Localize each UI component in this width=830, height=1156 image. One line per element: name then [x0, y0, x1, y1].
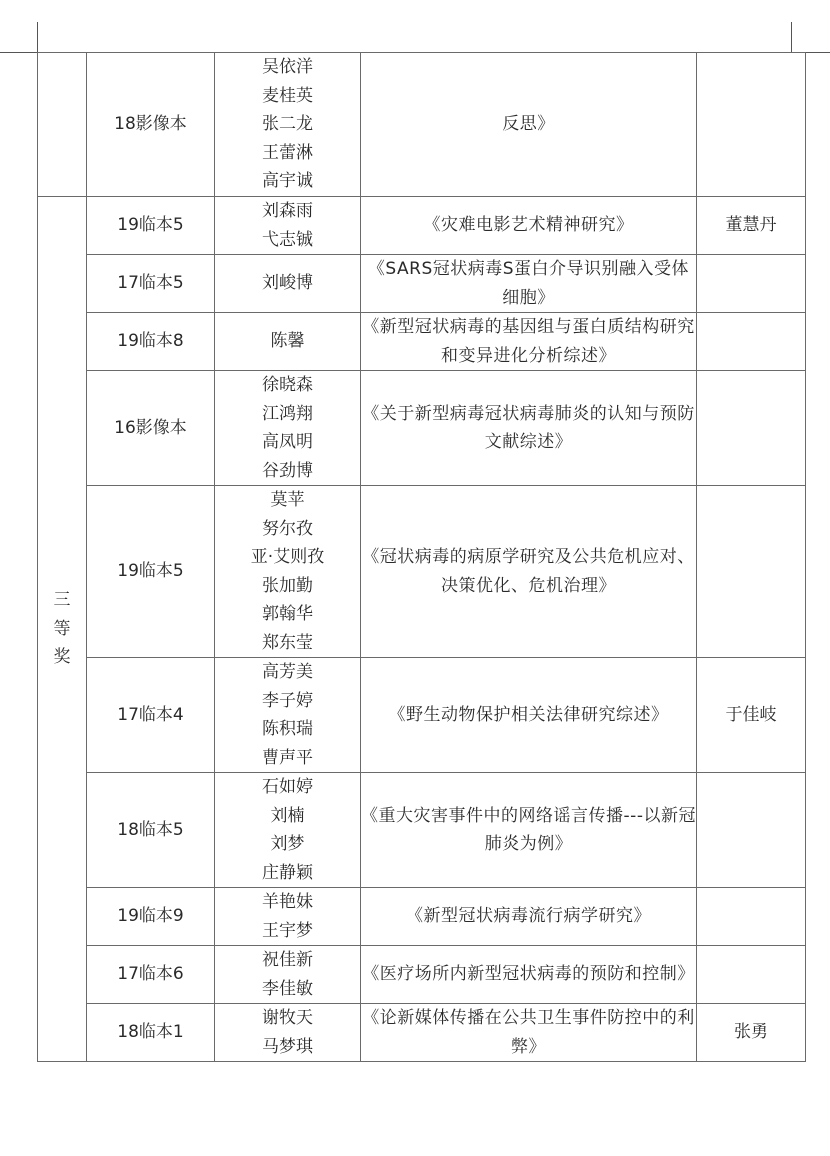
student-name: 陈馨	[270, 331, 305, 352]
student-name: 郭翰华	[262, 604, 313, 624]
tutor-cell	[697, 773, 806, 888]
student-name: 高芳美	[262, 662, 313, 682]
student-name: 刘梦	[270, 834, 305, 854]
tutor-cell	[697, 486, 806, 658]
student-name: 张二龙	[262, 114, 313, 135]
tutor-cell	[697, 255, 806, 313]
margin-mark-right	[791, 22, 792, 52]
names-cell	[215, 313, 361, 371]
student-name: 刘森雨	[262, 201, 313, 221]
student-name: 王宇梦	[262, 920, 313, 941]
student-name: 谢牧天	[262, 1008, 313, 1028]
table-row	[38, 371, 806, 486]
class-cell: 16影像本	[87, 371, 215, 486]
student-name: 马梦琪	[262, 1036, 313, 1057]
student-name: 羊艳妹	[262, 892, 313, 912]
names-cell	[215, 371, 361, 486]
tutor-cell	[697, 313, 806, 371]
paper-title-cell: 《重大灾害事件中的网络谣言传播---以新冠肺炎为例》	[361, 773, 697, 888]
names-cell	[215, 53, 361, 197]
award-grade-char: 等	[53, 618, 71, 639]
paper-title-cell: 《新型冠状病毒的基因组与蛋白质结构研究和变异进化分析综述》	[361, 313, 697, 371]
student-name: 努尔孜	[262, 518, 313, 539]
names-cell	[215, 255, 361, 313]
class-cell: 19临本9	[87, 888, 215, 946]
class-cell: 19临本8	[87, 313, 215, 371]
student-name: 李佳敏	[262, 978, 313, 999]
names-cell	[215, 773, 361, 888]
names-cell	[215, 197, 361, 255]
tutor-cell: 董慧丹	[697, 197, 806, 255]
student-name: 高宇诚	[262, 171, 313, 192]
paper-title-cell: 《野生动物保护相关法律研究综述》	[361, 658, 697, 773]
student-name: 弋志铖	[262, 229, 313, 250]
paper-title-cell: 《灾难电影艺术精神研究》	[361, 197, 697, 255]
tutor-cell	[697, 53, 806, 197]
student-name: 祝佳新	[262, 950, 313, 970]
student-name: 张加勤	[262, 575, 313, 596]
names-cell	[215, 486, 361, 658]
paper-title-cell: 《关于新型病毒冠状病毒肺炎的认知与预防文献综述》	[361, 371, 697, 486]
class-cell: 19临本5	[87, 197, 215, 255]
tutor-cell: 于佳岐	[697, 658, 806, 773]
margin-mark-left	[37, 22, 38, 52]
paper-title-cell: 《医疗场所内新型冠状病毒的预防和控制》	[361, 946, 697, 1004]
table-row	[38, 197, 806, 255]
class-cell: 17临本4	[87, 658, 215, 773]
student-name: 郑东莹	[262, 632, 313, 653]
table-row	[38, 946, 806, 1004]
award-grade-cell	[38, 197, 87, 1062]
class-cell: 17临本6	[87, 946, 215, 1004]
paper-title-cell: 《论新媒体传播在公共卫生事件防控中的利弊》	[361, 1004, 697, 1062]
award-table	[37, 52, 806, 1062]
paper-title-cell: 《新型冠状病毒流行病学研究》	[361, 888, 697, 946]
student-name: 石如婷	[262, 777, 313, 797]
student-name: 徐晓森	[262, 375, 313, 395]
student-name: 庄静颖	[262, 862, 313, 883]
student-name: 吴依洋	[262, 57, 313, 78]
paper-title-cell: 反思》	[361, 53, 697, 197]
grade-cell-blank	[38, 53, 87, 197]
paper-title-cell: 《冠状病毒的病原学研究及公共危机应对、决策优化、危机治理》	[361, 486, 697, 658]
table-row	[38, 773, 806, 888]
table-row	[38, 1004, 806, 1062]
table-row	[38, 486, 806, 658]
student-name: 曹声平	[262, 747, 313, 768]
tutor-cell	[697, 888, 806, 946]
student-name: 江鸿翔	[262, 403, 313, 424]
student-name: 麦桂英	[262, 85, 313, 106]
student-name: 亚·艾则孜	[250, 547, 325, 567]
student-name: 王蕾淋	[262, 142, 313, 163]
student-name: 刘峻博	[262, 273, 313, 294]
award-grade-char: 三	[53, 590, 71, 611]
names-cell	[215, 658, 361, 773]
student-name: 莫苹	[270, 490, 305, 510]
class-cell: 17临本5	[87, 255, 215, 313]
names-cell	[215, 888, 361, 946]
class-cell: 19临本5	[87, 486, 215, 658]
tutor-cell: 张勇	[697, 1004, 806, 1062]
award-grade-char: 奖	[53, 647, 71, 668]
table-row	[38, 255, 806, 313]
student-name: 谷劲博	[262, 460, 313, 481]
tutor-cell	[697, 371, 806, 486]
class-cell: 18临本1	[87, 1004, 215, 1062]
student-name: 陈积瑞	[262, 719, 313, 739]
student-name: 刘楠	[270, 805, 305, 826]
paper-title-cell: 《SARS冠状病毒S蛋白介导识别融入受体细胞》	[361, 255, 697, 313]
class-cell: 18临本5	[87, 773, 215, 888]
table-row	[38, 313, 806, 371]
names-cell	[215, 946, 361, 1004]
class-cell: 18影像本	[87, 53, 215, 197]
student-name: 高凤明	[262, 432, 313, 452]
names-cell	[215, 1004, 361, 1062]
student-name: 李子婷	[262, 690, 313, 711]
tutor-cell	[697, 946, 806, 1004]
table-row	[38, 658, 806, 773]
table-row	[38, 53, 806, 197]
table-row	[38, 888, 806, 946]
